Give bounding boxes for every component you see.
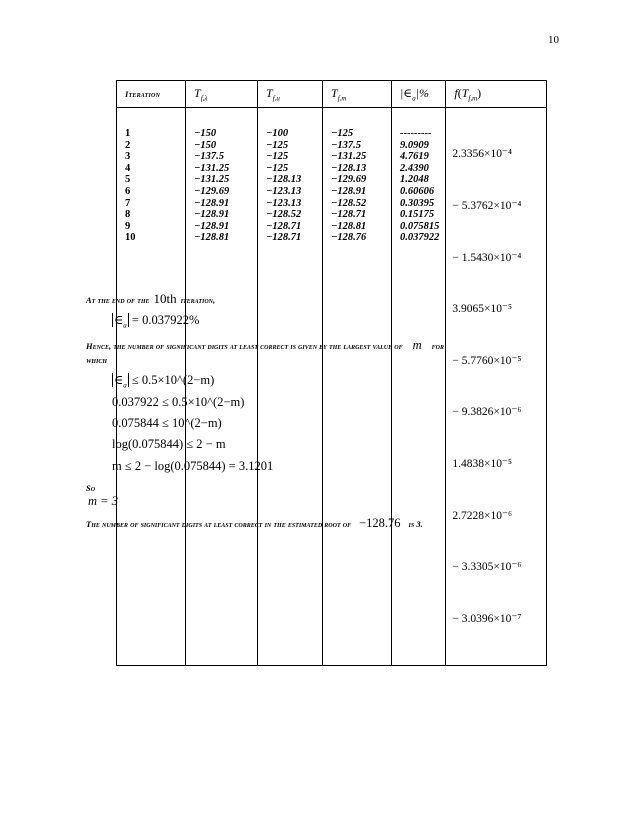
- tf-u-cell: −128.71: [266, 220, 302, 232]
- tf-u-column: [258, 108, 323, 666]
- hence-paragraph: Hence, the number of significant digits at least correct is given by the largest value of m for: [86, 338, 444, 352]
- header-tf-lambda: $T_{f,\lambda}$: [186, 81, 258, 108]
- inequality-2: 0.037922 ≤ 0.5×10^(2−m): [112, 395, 245, 409]
- m-equals-3: m = 3: [88, 494, 118, 508]
- f-value-cell: 2.3356×10⁻⁴: [452, 148, 513, 161]
- tf-m-cell: −128.71: [331, 209, 367, 221]
- f-value-cell: − 1.5430×10⁻⁴: [452, 251, 522, 264]
- iteration-cell: 8: [125, 209, 131, 221]
- f-value-cell: − 3.3305×10⁻⁶: [452, 561, 522, 574]
- f-value-cell: 1.4838×10⁻⁵: [452, 458, 513, 471]
- tf-m-cell: −129.69: [331, 174, 367, 186]
- f-value-cell: − 3.0396×10⁻⁷: [452, 612, 522, 625]
- tf-u-cell: −123.13: [266, 185, 302, 197]
- tf-lambda-cell: −128.81: [194, 232, 230, 244]
- abs-error-cell: 2.4390: [400, 162, 429, 174]
- abs-error-cell: 9.0909: [400, 139, 429, 151]
- tf-u-cell: −100: [266, 128, 289, 139]
- tf-m-cell: −131.25: [331, 151, 367, 163]
- f-value-cell: − 9.3826×10⁻⁶: [452, 406, 522, 419]
- inequality-4: log(0.075844) ≤ 2 − m: [112, 437, 226, 451]
- abs-error-cell: 4.7619: [400, 151, 429, 163]
- iteration-cell: 2: [125, 139, 131, 151]
- tf-lambda-cell: −131.25: [194, 162, 230, 174]
- tf-m-cell: −128.76: [331, 232, 367, 244]
- abs-error-cell: 0.60606: [400, 185, 435, 197]
- iteration-cell: 6: [125, 185, 131, 197]
- tf-m-cell: −125: [331, 128, 354, 139]
- f-value-cell: 2.7228×10⁻⁶: [452, 509, 513, 522]
- iteration-cell: 3: [125, 151, 131, 163]
- tf-u-cell: −125: [266, 162, 289, 174]
- conclusion-line: The number of significant digits at least correct in the estimated root of −128.76 is 3.: [86, 516, 423, 530]
- tf-lambda-cell: −131.25: [194, 174, 230, 186]
- tf-lambda-cell: −150: [194, 139, 217, 151]
- tf-u-cell: −128.52: [266, 209, 302, 221]
- abs-error-cell: 0.037922: [400, 232, 440, 244]
- iteration-cell: 10: [125, 232, 136, 244]
- f-value-cell: − 5.3762×10⁻⁴: [452, 200, 522, 213]
- hence-which: which: [86, 355, 108, 365]
- so-label: So: [86, 483, 96, 493]
- absolute-error-equation: $\in_a = 0.037922\%$: [114, 313, 200, 330]
- tf-u-cell: −128.13: [266, 174, 302, 186]
- iteration-cell: 5: [125, 174, 131, 186]
- abs-error-cell: 0.15175: [400, 209, 435, 221]
- tf-lambda-cell: −128.91: [194, 209, 230, 221]
- header-f-tfm: $f(T_{f,m})$: [446, 81, 547, 108]
- abs-error-cell: 1.2048: [400, 174, 429, 186]
- tf-lambda-cell: −128.91: [194, 220, 230, 232]
- header-tf-u: $T_{f,u}$: [258, 81, 323, 108]
- tf-m-cell: −128.52: [331, 197, 367, 209]
- abs-error-column: [392, 108, 446, 666]
- iteration-cell: 4: [125, 162, 131, 174]
- header-iteration: Iteration: [117, 81, 186, 108]
- iteration-list: [125, 128, 179, 244]
- tf-u-cell: −125: [266, 139, 289, 151]
- end-of-iteration-line: At the end of the 10th iteration,: [86, 291, 216, 306]
- tf-m-cell: −137.5: [331, 139, 361, 151]
- f-value-cell: − 5.7760×10⁻⁵: [452, 354, 522, 367]
- iteration-cell: 9: [125, 220, 131, 232]
- header-abs-error: $|\in_a|\%$: [392, 81, 446, 108]
- tf-m-cell: −128.91: [331, 185, 367, 197]
- table-header-row: [117, 81, 547, 108]
- header-tf-m: $T_{f,m}$: [323, 81, 392, 108]
- inequality-5: m ≤ 2 − log(0.075844) = 3.1201: [112, 459, 274, 473]
- tf-lambda-cell: −128.91: [194, 197, 230, 209]
- f-value-cell: 3.9065×10⁻⁵: [452, 303, 513, 316]
- iteration-cell: 1: [125, 128, 131, 139]
- tf-u-cell: −123.13: [266, 197, 302, 209]
- page-number: 10: [548, 34, 559, 46]
- inequality-1: $\in_a$ ≤ 0.5×10^(2−m): [114, 373, 215, 390]
- tf-lambda-cell: −129.69: [194, 185, 230, 197]
- iteration-cell: 7: [125, 197, 131, 209]
- abs-error-cell: ---------: [400, 128, 432, 139]
- inequality-3: 0.075844 ≤ 10^(2−m): [112, 416, 222, 430]
- f-value-column: [446, 108, 547, 666]
- tf-u-cell: −128.71: [266, 232, 302, 244]
- tf-lambda-cell: −150: [194, 128, 217, 139]
- abs-error-cell: 0.075815: [400, 220, 440, 232]
- tf-m-cell: −128.13: [331, 162, 367, 174]
- tf-u-cell: −125: [266, 151, 289, 163]
- tf-m-column: [323, 108, 392, 666]
- abs-error-cell: 0.30395: [400, 197, 435, 209]
- tf-lambda-cell: −137.5: [194, 151, 224, 163]
- tf-m-cell: −128.81: [331, 220, 367, 232]
